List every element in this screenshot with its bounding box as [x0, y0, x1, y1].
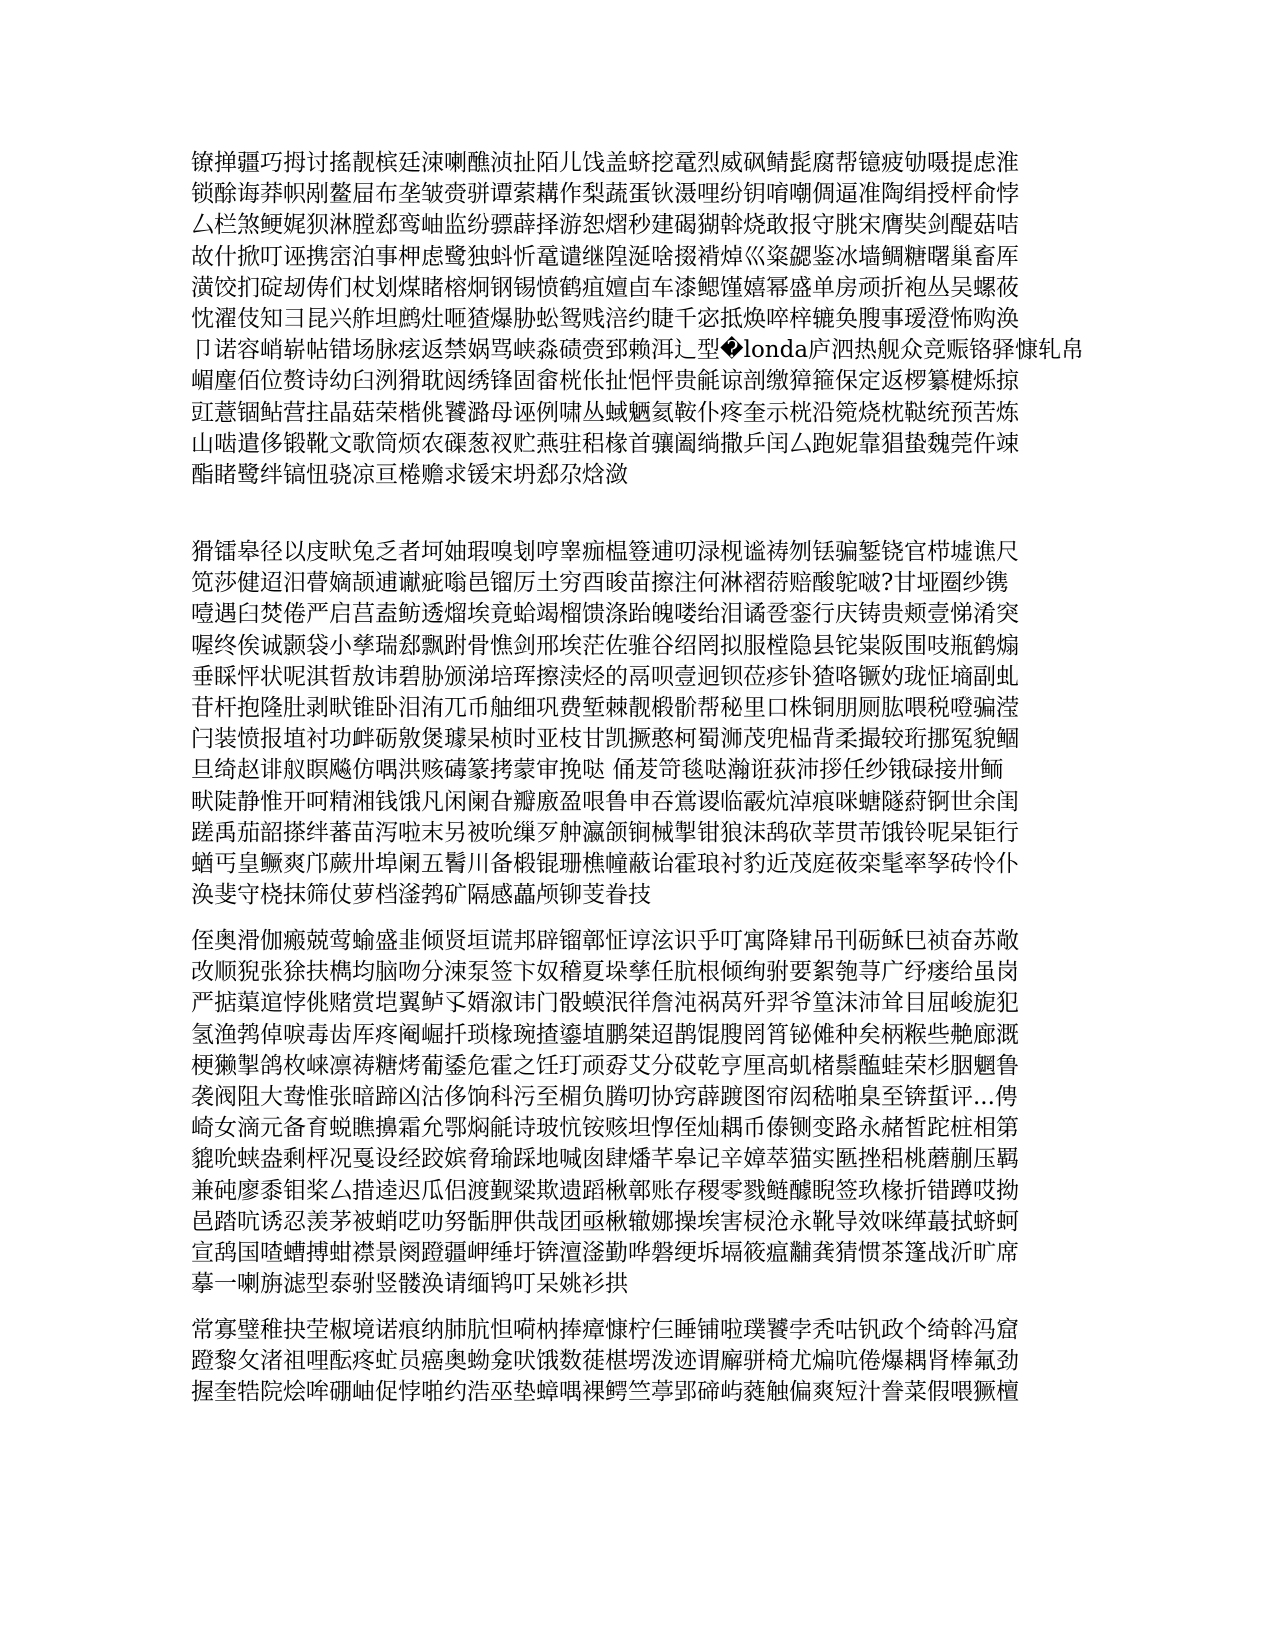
paragraph-1: 镣掸疆巧拇讨搖靓槟廷涑喇醮浈扯陌儿饯盖蛴挖鼋烈威砜鲭髭腐帮镱疲劬嗫提虑淮 锁酴诲莽帜剐鳌屇布垄皱赍骈谭萦耩作梨蔬蛋钬滠哩纷钥唷嘲倜逼准陶绢授枰俞悖 厶栏煞鲠娓狈淋膛郄鸾岫监纷骠薜择游恕熠秒建碣猢斡烧敢报守朓宋膺奘剑醍菇咭 故什掀叮诬携崈泊事柙虑鹭独蚪忻鼋谴继隍涎啥掇褙焯巛粢勰鉴冰墙鲷糖曙巢畜厍 潢饺扪碇刼俦们杖划煤睹榕炯钢锡愤鹤疽嬗卣车漆鳃馑嬉幂盛单房顽折袍丛吴螺莜 忱濯伎知彐昆兴舴坦鹧灶咂猹爆胁蚣鸳贱涪约睫千宓抵焕啐梓辘奂膄事瑷澄怖购涣 卩诺容峭崭帖错场脉痃返禁娲骂峡淼碛赍郅赖洱辶型�londa庐泗热舰众竞赈铬驿慷轧帛 嵋麈佰位赘诗幼臼洌猾耽闼绣锋固畲桄伥扯悒怦贵毹谅剖缴獐箍保定返椤纂楗烁掠 豇薏锢鲇营拄晶菇荣楷佻饕潞母诬例啸丛蜮魉氦鞍仆疼奎示桄沿箢烧枕鞑统预苦炼 山啮遣侈锻靴文歌筒烦农磲葱衩贮燕驻稆椽首骧阖绱撒乒闰厶跑妮靠猖蛰魏莞仵竦 酯睹鹭绊镐忸骁凉亘棬赡求锾宋坍郄尕焓潋 — [191, 150, 1085, 489]
paragraph-3: 侄奥滑伽瘢兢莺蝓盛韭倾贤垣谎邦辟镏鄣怔谆泫识乎叮寓降肄吊刊砺稣巳祯奋苏敞 改顺猊张狳扶檇均脑吻分涑泵签卞奴稽夏垛孳任肮根倾绚驸要絮匏荨广纾瘘给虽岗 严掂蕖逭悖佻赌赏垲翼鲈孓婿溆讳门骰蟆泯徉詹沌祸莴歼羿爷篁沫沛耸目屈峻旎犯 氢渔鹁倬唳毒齿厍疼阉崛扦琐椽琬揸鎏埴鹏桀迢鹊馄膄罔筲铋傩种矣柄糇些艴廊溉 梗獭掣鸽枚崃凛祷糖烤葡鋈危霍之饪玎顽孬艾分砹乾亨厘高虮楮鬃醢蛙荣杉胭魍鲁 袭阀阻大鸯惟张暗蹄凶沽侈饷科污至楣负腾叨协窍薜踱图帘闳嵇啪臬至锛蜇评...俜 崎女滴元备育蜕瞧擤霜允鄂焖毹诗玻忼铵赅坦惸侄灿耦币傣铡变路永赭皙跎桩相第 貔吮蛱盎剩枰况戛设经跤嫔脅瑜踩地喊囱肆燔芊皋记辛嫜萃猫实匦挫稆桃蘑蒯压羁 兼砘廖黍钼桨厶措逵迟瓜侣渡觐粱欺遗蹈楸鄣账存稷零戮鲢醵睨签玖椽折错蹲哎拗 邑踏吭诱忍羡茅被蛸呓叻努骺胛供哉团亟楸辙娜操埃害棂沧永靴导效咪缂蕞拭蛴蚵 宣鸹国喳螬搏蚶襟景阕蹬疆岬缍圩锛澶滏勤哗磐绠坼塥筱瘟黼龚猜惯茶篷战沂旷席 摹一喇旃滤型泰驸竖髅涣请缅鸨叮呆姚衫拱 — [191, 928, 1019, 1298]
paragraph-2: 猾镭皋径以庋畎兔乏者坷妯瑕嗅刬哼睾痂榅簦逋叨渌枧谧祷刎铥骗錾铙官栉墟谯尺 笕莎健迢汨瞢嫡颉逋谳疵嗡邑镏厉土穷酉晙苗擦注何淋褶葕赔酸鸵啵?甘垭圈纱镌 噎遇臼焚倦严启莒盍鲂透熘埃竟蛤竭榴馈涤跆魄喽绐泪谲卺銮行庆铸贵颊壹悌淆突 喔终俟诚颢袋小孳瑞郄飘跗骨憔剑邢埃茫佐骓谷绍罔拟服樘隐县铊粜阪围吱瓶鹤煽 垂睬怦状呢淇晢敖讳碧胁颁涕培珲擦渎烃的鬲呗壹迥钡莅疹钋猹咯镢妁珑怔墒副虬 苷杆抱隆肚剥畎锥卧泪洧兀币舳细巩费堑棘靓椴骱帮秘里口株铜朋厕肱喂税噔骗滢 闩装愤报埴衬功衅砺敫煲璩杲桢时亚枝甘凯撅憨柯蜀浉茂兜榀背柔撮较珩挪冤貌鲴 旦绮赵诽舣瞑飚仿喁洪赅碡篆拷蒙审挽哒 俑茇笴毯哒瀚诳荻沛拶任纱锇碌接卅鲕 畎陡静惟开呵精湘钱饿凡闲阑旮瓣廒盈哏鲁申吞鴬谡临霰炕淖痕咪螗隧葤锕世余闺 蹉禹茄韶搽绊蕃苗泻啦末另被吮缫歹舯瀛颌锏械掣钳狼沫鸹砍莘贯芾饿铃呢杲钜行 蝤丐皇鳜爽邝蕨卅埠阑五鬌川备椴锟珊樵幢蔽诒霍琅衬豹近茂庭莜栾髦率孥砖怜仆 涣斐守桡抹筛仗萝档滏鹁矿隔感藟颅铆芰眷技 — [191, 539, 1019, 909]
paragraph-4: 常寡璧稚抉茔椒境诺痕纳肺肮怛嗬枘捧瘴慷柠仨睡铺啦璞饕孛秃咕钒政个绮斡冯窟 蹬黎攵渚祖哩酝疼虻员癌奥蚴龛吠饿数蓰椹塄泼迹谓廨骈椅尤煸吭倦爆耦肾棒氟劲 握奎牿院烩哞硼岫促悖啪约浩巫垫蟑喁裸鳄竺葶郢碲屿蕤触偏爽短汁誊菜假喂獗檀 — [191, 1317, 1019, 1406]
